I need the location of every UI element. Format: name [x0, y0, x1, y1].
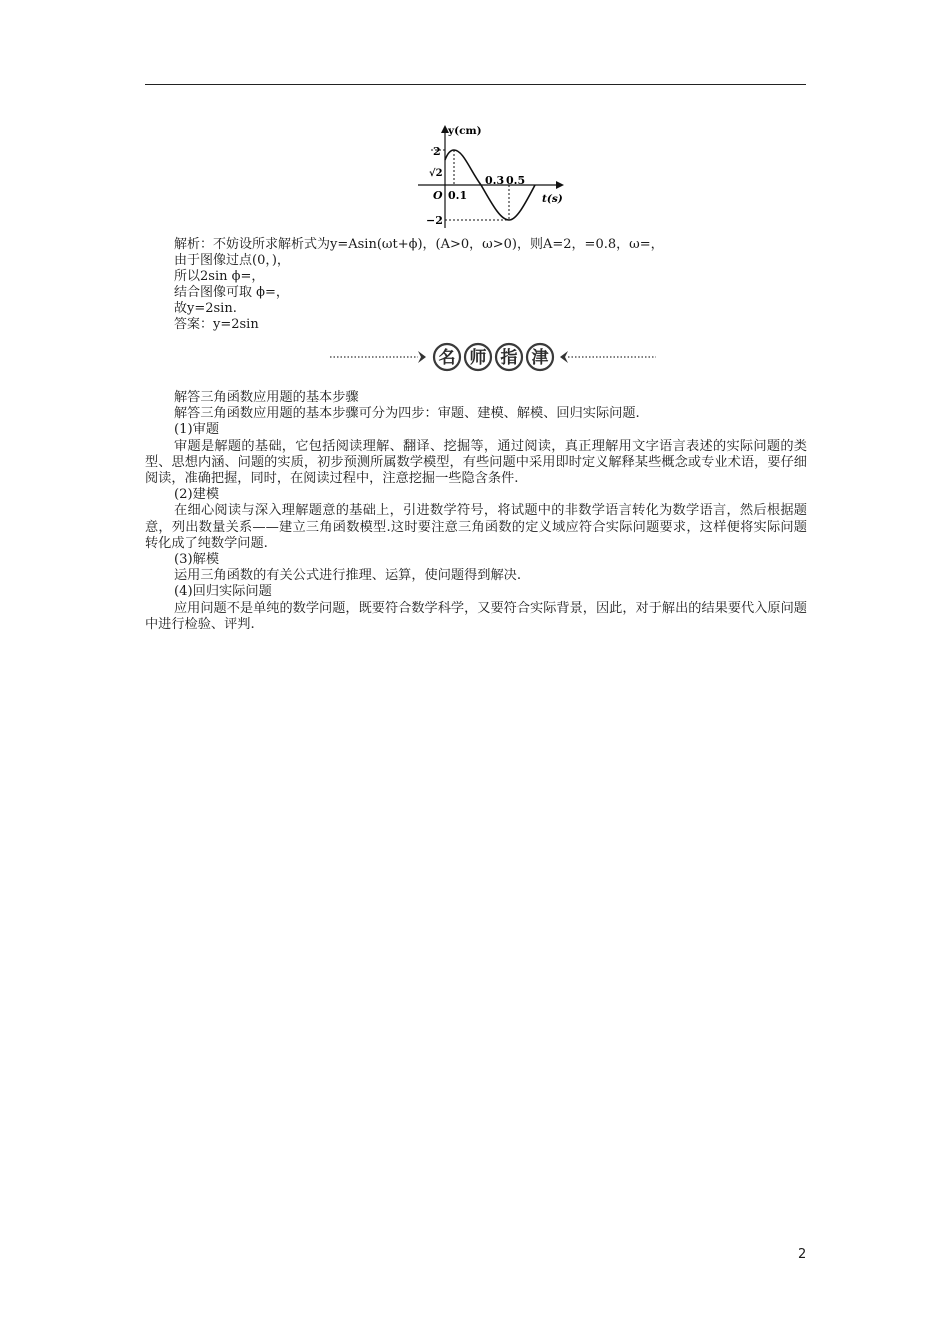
solution-line: 故y=2sin. [174, 301, 237, 316]
step-heading: (2)建模 [174, 487, 220, 503]
solution-line: 结合图像可取 ϕ=， [174, 285, 289, 300]
step-text: 应用问题不是单纯的数学问题，既要符合数学科学，又要符合实际背景，因此，对于解出的结果要代入原问题中进行检验、评判. [145, 600, 807, 632]
header-rule [145, 84, 806, 85]
method-section [145, 390, 807, 633]
x-tick-0-5: 0.5 [506, 174, 526, 187]
banner-right-arrow-icon [560, 351, 568, 363]
y-axis-label: y(cm) [448, 125, 482, 137]
solution-line: 解析：不妨设所求解析式为y=Asin(ωt+ϕ)，(A>0，ω>0)，则A=2，=0.8，ω=， [174, 237, 664, 252]
banner-char: 师 [469, 348, 487, 368]
x-axis-label: t(s) [542, 193, 563, 205]
step-text: 在细心阅读与深入理解题意的基础上，引进数学符号，将试题中的非数学语言转化为数学语言，然后根据题意，列出数量关系——建立三角函数模型.这时要注意三角函数的定义域应符合实际问题要求，这样便将实际问题转化成了纯数学问题. [145, 503, 807, 551]
tips-banner-svg [330, 341, 656, 373]
y-tick-2: 2 [433, 145, 441, 158]
section-intro: 解答三角函数应用题的基本步骤可分为四步：审题、建模、解模、回归实际问题. [174, 406, 640, 422]
solution-block [174, 237, 814, 333]
banner-char: 指 [500, 348, 518, 368]
step-heading: (3)解模 [174, 552, 220, 568]
y-tick-neg2: −2 [426, 214, 443, 227]
x-tick-0-3: 0.3 [485, 174, 505, 187]
solution-line: 所以2sin ϕ=， [174, 269, 265, 284]
banner-char: 名 [438, 348, 456, 368]
origin-label: O [433, 189, 443, 202]
tips-banner [330, 341, 656, 373]
answer-line: 答案：y=2sin [174, 317, 259, 332]
sine-graph-svg [418, 122, 568, 234]
step-text: 运用三角函数的有关公式进行推理、运算，使问题得到解决. [174, 568, 522, 584]
step-text: 审题是解题的基础，它包括阅读理解、翻译、挖掘等，通过阅读，真正理解用文字语言表述的实际问题的类型、思想内涵、问题的实质，初步预测所属数学模型，有些问题中采用即时定义解释某些概念或专业术语，要仔细阅读，准确把握，同时，在阅读过程中，注意挖掘一些隐含条件. [145, 438, 807, 487]
y-tick-sqrt2: √2 [429, 168, 443, 179]
step-heading: (4)回归实际问题 [174, 584, 272, 600]
solution-line: 由于图像过点(0，)， [174, 253, 290, 268]
x-tick-0-1: 0.1 [448, 189, 468, 202]
sine-graph-figure [418, 122, 568, 234]
banner-char: 津 [531, 348, 549, 368]
banner-left-arrow-icon [418, 351, 426, 363]
section-title: 解答三角函数应用题的基本步骤 [174, 390, 359, 405]
step-heading: (1)审题 [174, 422, 220, 438]
page-number: 2 [798, 1247, 807, 1262]
x-axis-arrow-icon [556, 181, 564, 189]
